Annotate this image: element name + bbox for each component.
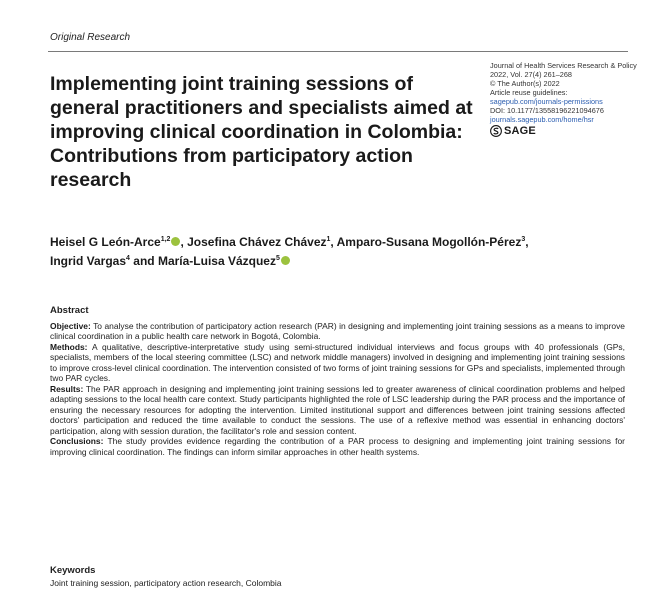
author-name: Amparo-Susana Mogollón-Pérez [336, 235, 522, 249]
conclusions-label: Conclusions: [50, 436, 104, 446]
objective-label: Objective: [50, 320, 91, 331]
results-text: The PAR approach in designing and implementing joint training sessions led to greater awareness of clinical coordination problems and helped adapting sessions to the local health care context. Study participants highlighted the role of LSC leadership during the PAR process and the importance of ensuring the necessary resources for adopting the intervention. Limited institutional support and differences between joint training sessions affected doctors' participation and reduced the time available to conduct the sessions. The use of a reflexive method was essential in enhancing doctors' participation, along with session duration, the facilitator's role and session content. [50, 383, 625, 436]
reuse-link[interactable]: sagepub.com/journals-permissions [490, 97, 603, 106]
copyright: © The Author(s) 2022 [490, 79, 560, 88]
journal-citation: 2022, Vol. 27(4) 261–268 [490, 70, 572, 79]
results-label: Results: [50, 383, 84, 394]
article-type: Original Research [50, 32, 131, 43]
keywords-heading: Keywords [50, 565, 96, 576]
abstract-methods [50, 342, 625, 384]
keywords-text: Joint training session, participatory action research, Colombia [50, 577, 282, 588]
author-affiliation: 1,2 [160, 236, 171, 243]
author-separator: , [330, 235, 337, 249]
objective-text: To analyse the contribution of participatory action research (PAR) in designing and implementing joint training sessions as a means to improve clinical coordination in a public health care network in Bogotá, Colombia. [50, 320, 625, 341]
author-affiliation: 3 [521, 236, 526, 243]
journal-name: Journal of Health Services Research & Policy [490, 61, 637, 70]
author-list [50, 233, 630, 271]
header-rule [48, 51, 628, 52]
author-name: Ingrid Vargas [50, 254, 127, 268]
author-separator: , [525, 235, 529, 249]
author [50, 254, 130, 268]
author-name: Josefina Chávez Chávez [187, 235, 327, 249]
abstract-objective [50, 321, 625, 342]
sage-logo-icon [490, 125, 502, 137]
orcid-icon[interactable] [281, 256, 290, 265]
author-affiliation: 1 [326, 236, 331, 243]
author-name: María-Luisa Vázquez [157, 254, 276, 268]
abstract-heading: Abstract [50, 305, 89, 316]
author-affiliation: 5 [275, 255, 280, 262]
abstract [50, 306, 625, 457]
methods-text: A qualitative, descriptive-interpretative study using semi-structured individual interviews and focus groups with 40 professionals (GPs, specialists, members of the local steering committee (LSC) and network middle managers) involved in designing and implementing joint training sessions to improve cross-level clinical coordination. The intervention consisted of two forms of joint training sessions for GPs and specialists, implemented through two PAR cycles. [50, 341, 625, 383]
abstract-results [50, 384, 625, 437]
methods-label: Methods: [50, 341, 88, 352]
author [187, 235, 330, 249]
publisher-logo [490, 125, 640, 137]
author-separator: , [180, 235, 188, 249]
abstract-conclusions [50, 436, 625, 457]
author [50, 235, 180, 249]
author [336, 235, 529, 249]
author-separator: and [129, 254, 158, 268]
author-affiliation: 4 [126, 255, 130, 262]
reuse-label: Article reuse guidelines: [490, 88, 568, 97]
keywords [50, 566, 625, 588]
author [158, 254, 290, 268]
doi: DOI: 10.1177/13558196221094676 [490, 106, 604, 115]
publisher-name: SAGE [504, 124, 536, 137]
article-title: Implementing joint training sessions of general practitioners and specialists aimed at improving clinical coordination in Colombia: Contributions from participatory action research [50, 73, 473, 191]
journal-info [490, 61, 640, 137]
author-name: Heisel G León-Arce [50, 235, 161, 249]
conclusions-text: The study provides evidence regarding the contribution of a PAR process to designing and implementing joint training sessions for improving clinical coordination. The findings can inform similar approaches in other health systems. [50, 436, 625, 457]
journal-home-link[interactable]: journals.sagepub.com/home/hsr [490, 115, 594, 124]
